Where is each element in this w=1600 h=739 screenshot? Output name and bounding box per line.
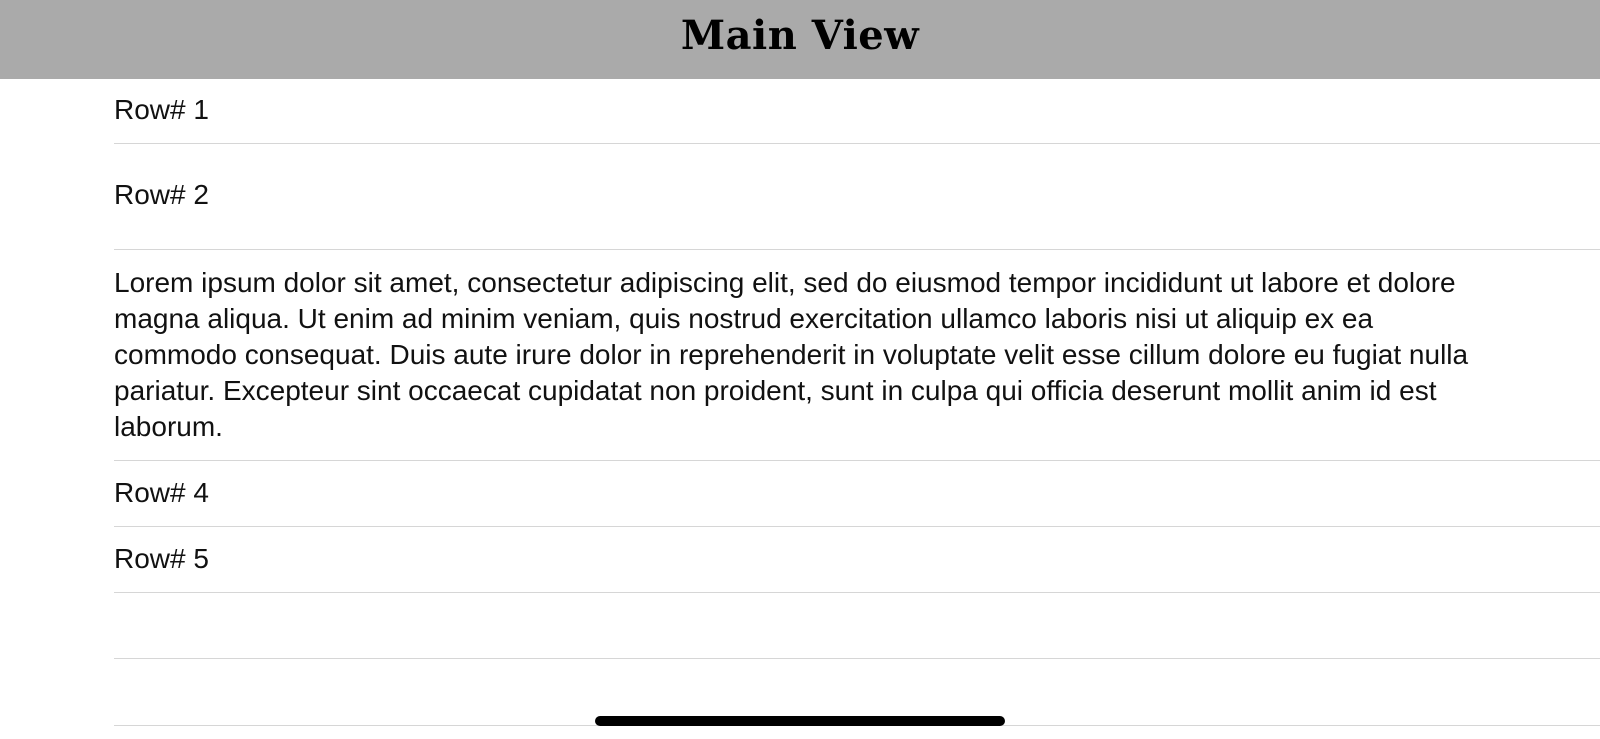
row-label: Row# 5 xyxy=(114,543,209,574)
table-row[interactable] xyxy=(114,593,1600,659)
navigation-bar xyxy=(0,0,1600,79)
table-row[interactable] xyxy=(114,461,1600,527)
table-row[interactable] xyxy=(114,144,1600,250)
row-label: Row# 1 xyxy=(114,94,209,125)
table-row[interactable] xyxy=(114,79,1600,144)
row-label: Row# 2 xyxy=(114,179,209,210)
row-paragraph: Lorem ipsum dolor sit amet, consectetur adipiscing elit, sed do eiusmod tempor incididunt ut labore et dolore magna aliqua. Ut enim ad minim veniam, quis nostrud exercitation ullamco laboris nisi ut aliquip ex ea commodo consequat. Duis aute irure dolor in reprehenderit in voluptate velit esse cillum dolore eu fugiat nulla pariatur. Excepteur sint occaecat cupidatat non proident, sunt in culpa qui officia deserunt mollit anim id est laborum. xyxy=(114,267,1469,442)
home-indicator[interactable] xyxy=(595,716,1005,726)
table-row[interactable] xyxy=(114,250,1600,461)
nav-title: Main View xyxy=(680,12,920,59)
table-row[interactable] xyxy=(114,527,1600,593)
row-label: Row# 4 xyxy=(114,477,209,508)
